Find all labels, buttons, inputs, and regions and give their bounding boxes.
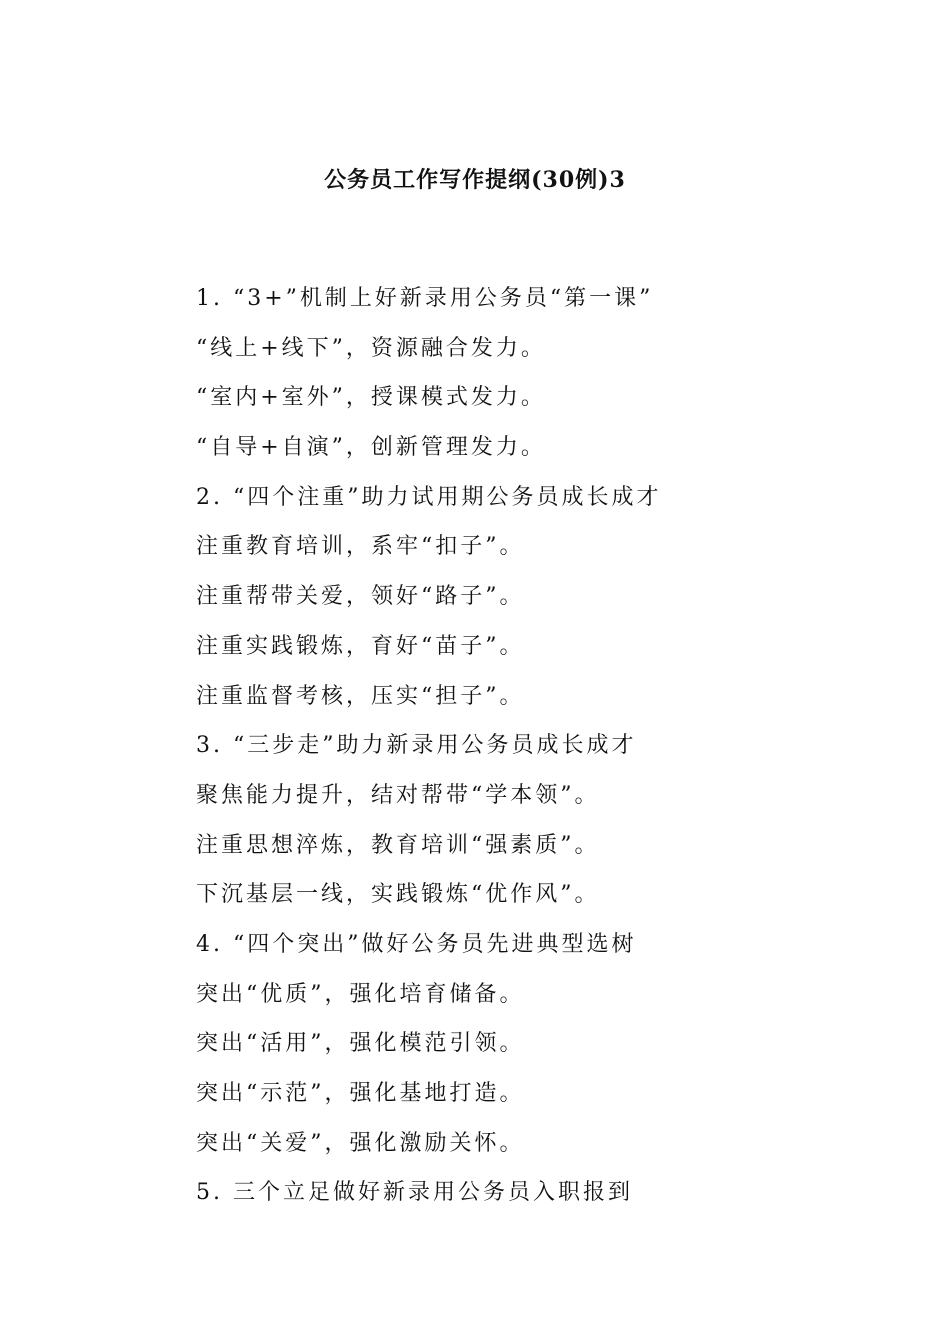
paragraph-line: 下沉基层一线，实践锻炼“优作风”。 <box>196 882 600 908</box>
paragraph-line: “自导+自演”，创新管理发力。 <box>196 435 546 461</box>
paragraph-line: 注重实践锻炼，育好“苗子”。 <box>196 633 525 659</box>
paragraph-line: 突出“活用”，强化模范引领。 <box>196 1031 525 1057</box>
paragraph-line: 注重思想淬炼，教育培训“强素质”。 <box>196 832 600 858</box>
document-title: 公务员工作写作提纲(30例)3 <box>324 167 626 193</box>
heading-item-1: 1. “3+”机制上好新录用公务员“第一课” <box>196 286 654 311</box>
paragraph-line: 突出“关爱”，强化激励关怀。 <box>196 1130 525 1156</box>
heading-item-3: 3. “三步走”助力新录用公务员成长成才 <box>196 733 637 759</box>
heading-item-5: 5. 三个立足做好新录用公务员入职报到 <box>196 1180 633 1206</box>
heading-item-2: 2. “四个注重”助力试用期公务员成长成才 <box>196 484 662 510</box>
document-body <box>196 274 916 1218</box>
paragraph-line: 注重监督考核，压实“担子”。 <box>196 683 525 709</box>
paragraph-line: 聚焦能力提升，结对帮带“学本领”。 <box>196 782 600 808</box>
heading-item-4: 4. “四个突出”做好公务员先进典型选树 <box>196 931 637 957</box>
paragraph-line: 突出“示范”，强化基地打造。 <box>196 1081 525 1106</box>
paragraph-line: “线上+线下”，资源融合发力。 <box>196 335 546 361</box>
paragraph-line: 突出“优质”，强化培育储备。 <box>196 981 525 1007</box>
paragraph-line: 注重教育培训，系牢“扣子”。 <box>196 534 525 560</box>
paragraph-line: “室内+室外”，授课模式发力。 <box>196 385 546 411</box>
paragraph-line: 注重帮带关爱，领好“路子”。 <box>196 584 525 610</box>
